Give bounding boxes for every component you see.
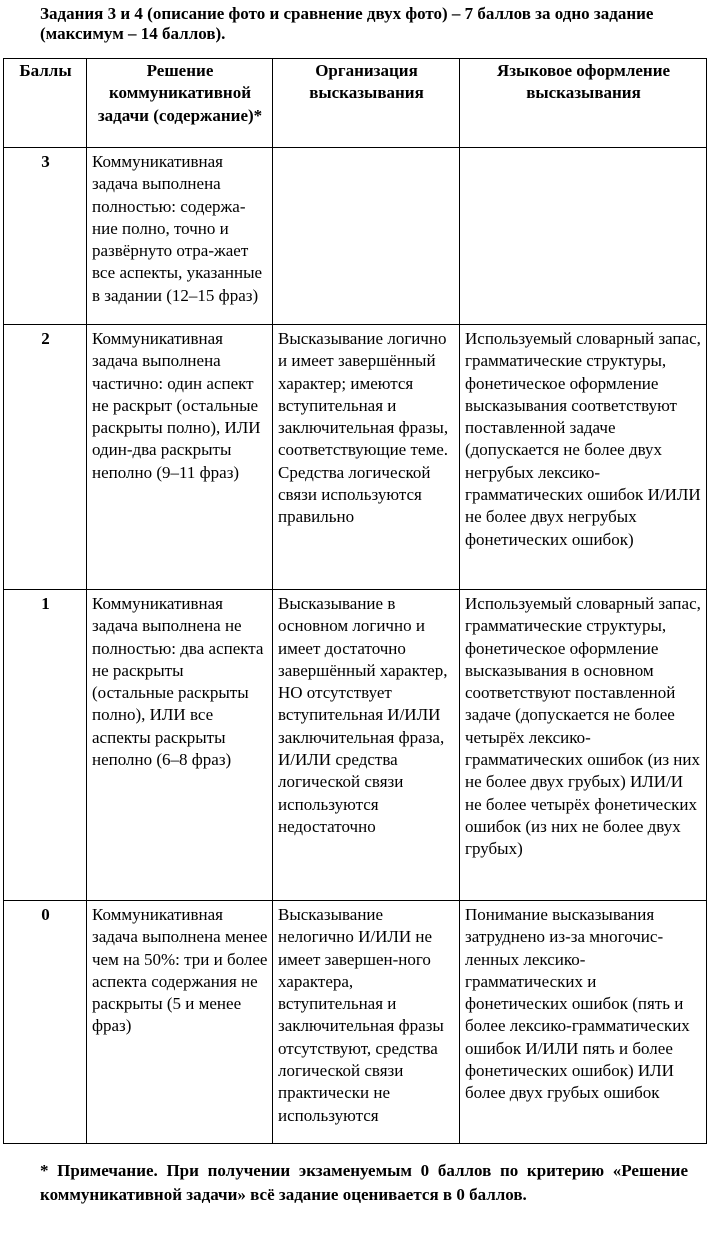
- language-cell: [460, 148, 707, 325]
- criteria-table: [3, 58, 707, 1144]
- organization-cell: Высказывание логично и имеет завершённый характер; имеются вступительная и заключительная фразы, соответствующие теме. Средства логической связи используются правильно: [273, 325, 460, 590]
- table-row: [4, 325, 707, 590]
- table-row: [4, 901, 707, 1144]
- score-cell: 2: [4, 325, 87, 590]
- content-cell: Коммуникативная задача выполнена полностью: содержа-ние полно, точно и развёрнуто отра-жает все аспекты, указанные в задании (12–15 фраз): [87, 148, 273, 325]
- language-cell: Используемый словарный запас, грамматические структуры, фонетическое оформление высказывания соответствуют поставленной задаче (допускается не более двух негрубых лексико-грамматических ошибок И/ИЛИ не более двух негрубых фонетических ошибок): [460, 325, 707, 590]
- score-cell: 0: [4, 901, 87, 1144]
- footnote: * Примечание. При получении экзаменуемым 0 баллов по критерию «Решение коммуникативной задачи» всё задание оценивается в 0 баллов.: [40, 1161, 688, 1204]
- organization-cell: Высказывание нелогично И/ИЛИ не имеет завершен-ного характера, вступительная и заключительная фразы отсутствуют, средства логической связи практически не используются: [273, 901, 460, 1144]
- header-organization: Организация высказывания: [273, 59, 460, 148]
- language-cell: Понимание высказывания затруднено из-за многочис-ленных лексико-грамматических и фонетических ошибок (пять и более лексико-грамматических ошибок И/ИЛИ пять и более фонетических ошибок) ИЛИ более двух грубых ошибок: [460, 901, 707, 1144]
- table-row: [4, 590, 707, 901]
- organization-cell: Высказывание в основном логично и имеет достаточно завершённый характер, НО отсутствует вступительная И/ИЛИ заключительная фраза, И/ИЛИ средства логической связи используются недостаточно: [273, 590, 460, 901]
- table-row: [4, 148, 707, 325]
- page-heading: Задания 3 и 4 (описание фото и сравнение двух фото) – 7 баллов за одно задание (максимум – 14 баллов).: [40, 4, 654, 43]
- header-language: Языковое оформление высказывания: [460, 59, 707, 148]
- score-cell: 3: [4, 148, 87, 325]
- header-score: Баллы: [4, 59, 87, 148]
- organization-cell: [273, 148, 460, 325]
- content-cell: Коммуникативная задача выполнена не полностью: два аспекта не раскрыты (остальные раскрыты полно), ИЛИ все аспекты раскрыты неполно (6–8 фраз): [87, 590, 273, 901]
- score-cell: 1: [4, 590, 87, 901]
- content-cell: Коммуникативная задача выполнена частично: один аспект не раскрыт (остальные раскрыты полно), ИЛИ один-два раскрыты неполно (9–11 фраз): [87, 325, 273, 590]
- language-cell: Используемый словарный запас, грамматические структуры, фонетическое оформление высказывания в основном соответствуют поставленной задаче (допускается не более четырёх лексико-грамматических ошибок (из них не более двух грубых) ИЛИ/И не более четырёх фонетических ошибок (из них не более двух грубых): [460, 590, 707, 901]
- header-content: Решение коммуникативной задачи (содержание)*: [87, 59, 273, 148]
- content-cell: Коммуникативная задача выполнена менее чем на 50%: три и более аспекта содержания не раскрыты (5 и менее фраз): [87, 901, 273, 1144]
- table-header-row: [4, 59, 707, 148]
